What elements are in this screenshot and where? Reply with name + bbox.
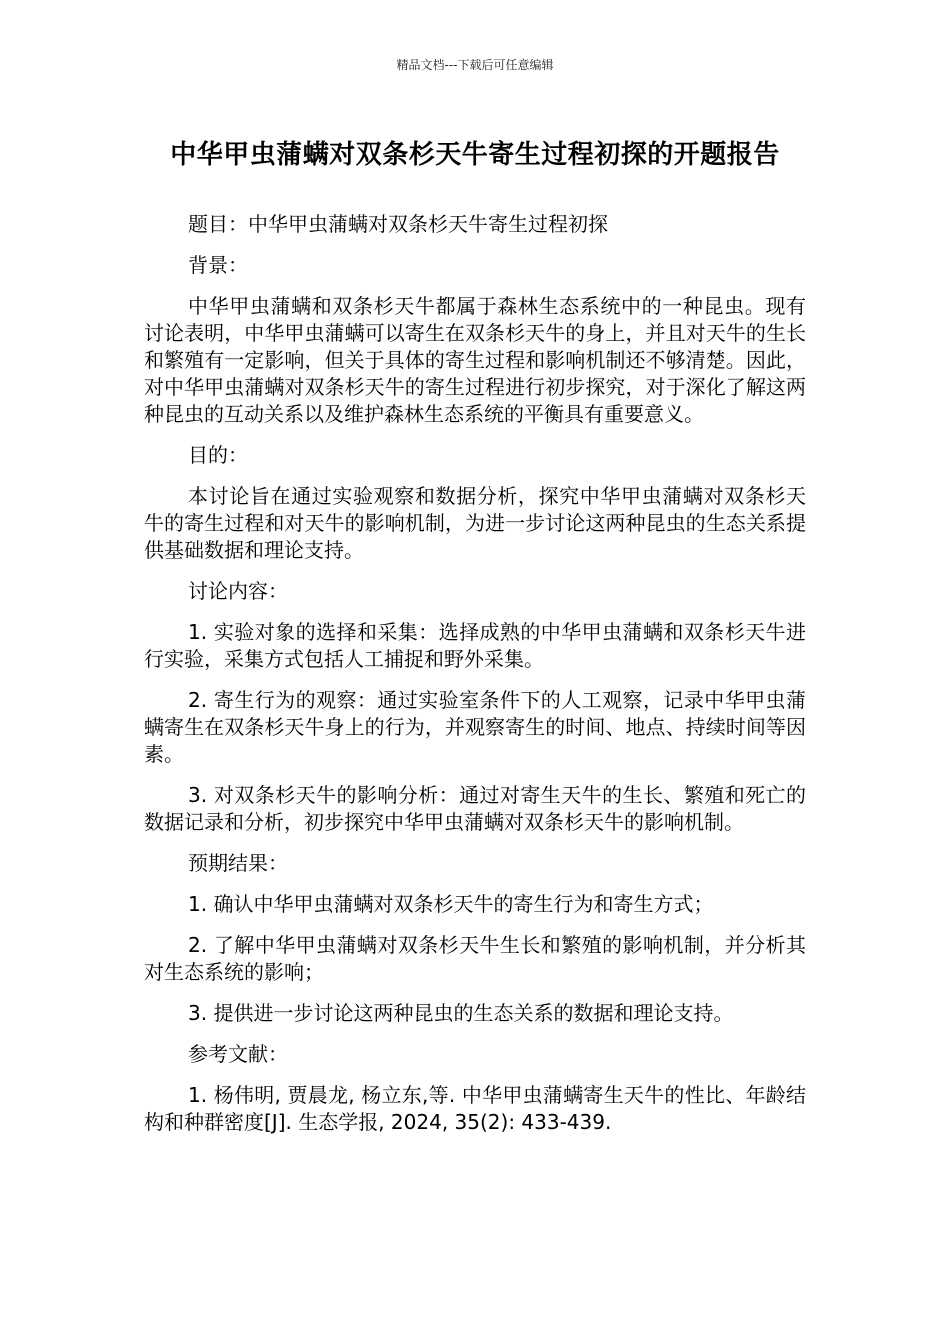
expected-result-item: 1. 确认中华甲虫蒲螨对双条杉天牛的寄生行为和寄生方式； [188, 892, 714, 916]
document-body [144, 211, 806, 1150]
purpose-paragraph: 本讨论旨在通过实验观察和数据分析，探究中华甲虫蒲螨对双条杉天牛的寄生过程和对天牛的影响机制，为进一步讨论这两种昆虫的生态关系提供基础数据和理论支持。 [144, 484, 806, 562]
research-content-item: 1. 实验对象的选择和采集：选择成熟的中华甲虫蒲螨和双条杉天牛进行实验，采集方式包括人工捕捉和野外采集。 [144, 620, 806, 671]
research-content-heading: 讨论内容： [188, 579, 288, 603]
references-heading: 参考文献： [188, 1042, 288, 1066]
expected-result-item: 3. 提供进一步讨论这两种昆虫的生态关系的数据和理论支持。 [188, 1001, 734, 1025]
purpose-heading: 目的： [188, 443, 248, 467]
background-heading: 背景： [188, 253, 248, 277]
reference-item: 1. 杨伟明, 贾晨龙, 杨立东,等. 中华甲虫蒲螨寄生天牛的性比、年龄结构和种群密度[J]. 生态学报, 2024, 35(2): 433-439. [144, 1083, 806, 1134]
research-content-item: 2. 寄生行为的观察：通过实验室条件下的人工观察，记录中华甲虫蒲螨寄生在双条杉天牛身上的行为，并观察寄生的时间、地点、持续时间等因素。 [144, 688, 806, 766]
research-content-item: 3. 对双条杉天牛的影响分析：通过对寄生天牛的生长、繁殖和死亡的数据记录和分析，初步探究中华甲虫蒲螨对双条杉天牛的影响机制。 [144, 783, 806, 834]
expected-results-heading: 预期结果： [188, 851, 288, 875]
topic-line: 题目：中华甲虫蒲螨对双条杉天牛寄生过程初探 [188, 212, 608, 236]
document-title: 中华甲虫蒲螨对双条杉天牛寄生过程初探的开题报告 [170, 140, 780, 170]
page-header: 精品文档---下载后可任意编辑 [396, 58, 554, 72]
background-paragraph: 中华甲虫蒲螨和双条杉天牛都属于森林生态系统中的一种昆虫。现有讨论表明，中华甲虫蒲螨可以寄生在双条杉天牛的身上，并且对天牛的生长和繁殖有一定影响，但关于具体的寄生过程和影响机制还不够清楚。因此，对中华甲虫蒲螨对双条杉天牛的寄生过程进行初步探究，对于深化了解这两种昆虫的互动关系以及维护森林生态系统的平衡具有重要意义。 [144, 294, 806, 426]
expected-result-item: 2. 了解中华甲虫蒲螨对双条杉天牛生长和繁殖的影响机制，并分析其对生态系统的影响； [144, 933, 806, 984]
